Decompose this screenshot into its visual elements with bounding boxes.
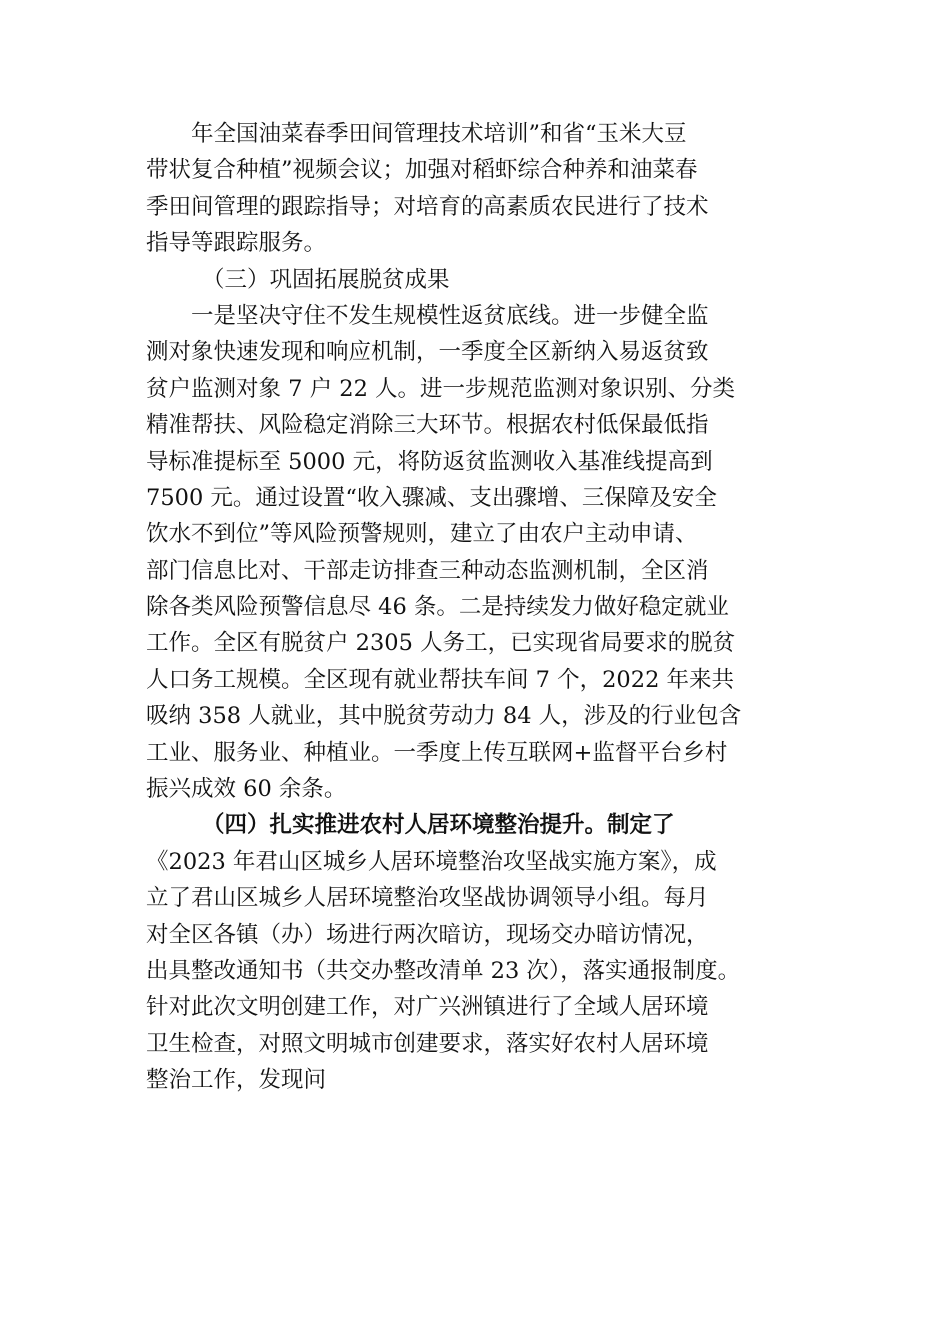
paragraph-line: 指导等跟踪服务。 <box>146 230 327 257</box>
section-heading-bold: （四）扎实推进农村人居环境整治提升。制定了 <box>202 812 675 839</box>
document-body <box>146 116 826 1099</box>
section-heading: （三）巩固拓展脱贫成果 <box>202 266 450 293</box>
paragraph-line: 一是坚决守住不发生规模性返贫底线。进一步健全监 <box>191 302 709 329</box>
paragraph-line: 人口务工规模。全区现有就业帮扶车间 7 个，2022 年来共 <box>146 666 735 693</box>
paragraph-line: 立了君山区城乡人居环境整治攻坚战协调领导小组。每月 <box>146 885 709 912</box>
paragraph-line: 年全国油菜春季田间管理技术培训”和省“玉米大豆 <box>191 121 687 147</box>
paragraph-line: 贫户监测对象 7 户 22 人。进一步规范监测对象识别、分类 <box>146 375 736 402</box>
paragraph-line: 7500 元。通过设置“收入骤减、支出骤增、三保障及安全 <box>146 484 717 511</box>
paragraph-line: 季田间管理的跟踪指导；对培育的高素质农民进行了技术 <box>146 193 709 220</box>
paragraph-line: 《2023 年君山区城乡人居环境整治攻坚战实施方案》，成 <box>146 848 717 875</box>
paragraph-line: 工作。全区有脱贫户 2305 人务工，已实现省局要求的脱贫 <box>146 630 736 657</box>
paragraph-line: 吸纳 358 人就业，其中脱贫劳动力 84 人，涉及的行业包含 <box>146 703 742 730</box>
paragraph-line: 工业、服务业、种植业。一季度上传互联网+监督平台乡村 <box>146 739 728 766</box>
paragraph-line: 卫生检查，对照文明城市创建要求，落实好农村人居环境 <box>146 1030 709 1057</box>
paragraph-line: 对全区各镇（办）场进行两次暗访，现场交办暗访情况， <box>146 921 709 948</box>
paragraph-line: 出具整改通知书（共交办整改清单 23 次），落实通报制度。 <box>146 957 741 984</box>
paragraph-line: 针对此次文明创建工作，对广兴洲镇进行了全域人居环境 <box>146 994 709 1021</box>
paragraph-line: 振兴成效 60 余条。 <box>146 776 347 803</box>
paragraph-line: 导标准提标至 5000 元，将防返贫监测收入基准线提高到 <box>146 448 713 475</box>
paragraph-line: 整治工作，发现问 <box>146 1067 327 1094</box>
paragraph-line: 除各类风险预警信息尽 46 条。二是持续发力做好稳定就业 <box>146 594 729 621</box>
paragraph-line: 精准帮扶、风险稳定消除三大环节。根据农村低保最低指 <box>146 412 709 439</box>
paragraph-line: 饮水不到位”等风险预警规则，建立了由农户主动申请、 <box>146 521 698 548</box>
paragraph-line: 部门信息比对、干部走访排查三种动态监测机制，全区消 <box>146 557 709 584</box>
paragraph-line: 测对象快速发现和响应机制，一季度全区新纳入易返贫致 <box>146 339 709 366</box>
paragraph-line: 带状复合种植”视频会议；加强对稻虾综合种养和油菜春 <box>146 157 698 184</box>
